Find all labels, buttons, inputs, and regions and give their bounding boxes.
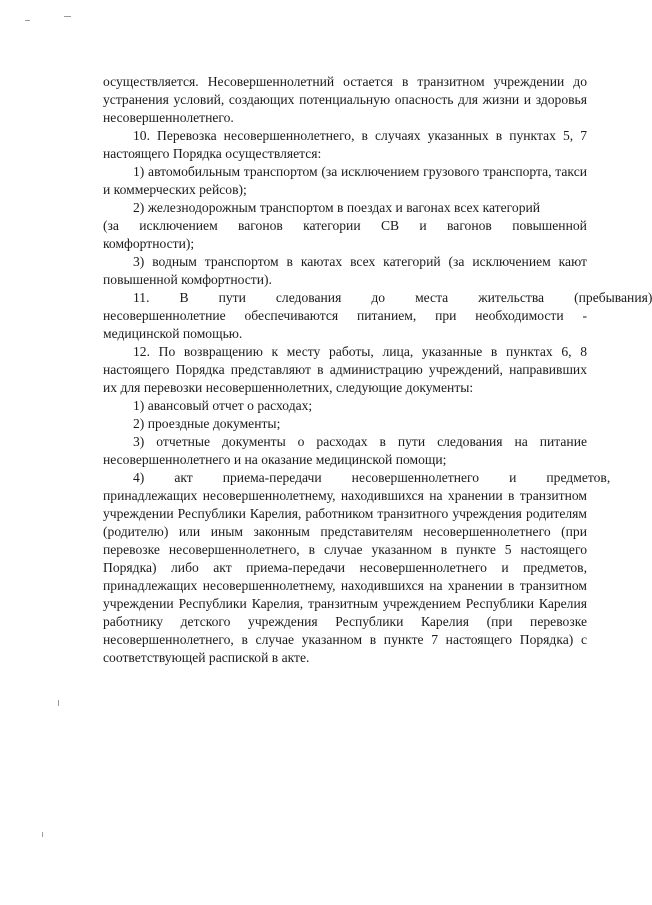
word: (за <box>103 218 119 233</box>
document-text <box>103 73 652 667</box>
paragraph: несовершеннолетние обеспечиваются питанием, при необходимости - медицинской помощью. <box>103 308 587 341</box>
paragraph <box>103 469 611 487</box>
paragraph: 12. По возвращению к месту работы, лица, указанные в пунктах 6, 8 настоящего Порядка представляют в администрацию учреждений, направивших их для перевозки несовершеннолетних, следующие документы: <box>103 344 587 395</box>
word: акт <box>174 470 193 485</box>
word: следования <box>275 290 342 305</box>
word: до <box>371 290 386 305</box>
paragraph: 3) отчетные документы о расходах в пути следования на питание несовершеннолетнего и на оказание медицинской помощи; <box>103 434 587 467</box>
word: места <box>415 290 449 305</box>
paragraph: осуществляется. Несовершеннолетний остается в транзитном учреждении до устранения условий, создающих потенциальную опасность для жизни и здоровья несовершеннолетнего. <box>103 74 587 125</box>
paragraph <box>103 217 587 235</box>
word: категории <box>303 218 361 233</box>
paragraph: 3) водным транспортом в каютах всех категорий (за исключением кают повышенной комфортности). <box>103 254 587 287</box>
paragraph: комфортности); <box>103 236 195 251</box>
paragraph <box>103 289 652 307</box>
word: несовершеннолетнего <box>351 470 480 485</box>
scan-mark <box>25 20 30 21</box>
word: исключением <box>139 218 218 233</box>
word: 11. <box>133 290 150 305</box>
scan-mark <box>42 832 43 837</box>
scan-mark <box>58 700 59 706</box>
word: повышенной <box>512 218 587 233</box>
word: предметов, <box>546 470 611 485</box>
paragraph: 2) проездные документы; <box>133 416 281 431</box>
word: (пребывания) <box>574 290 652 305</box>
word: и <box>419 218 427 233</box>
word: и <box>509 470 517 485</box>
scan-mark <box>64 16 71 17</box>
paragraph: 10. Перевозка несовершеннолетнего, в случаях указанных в пунктах 5, 7 настоящего Порядка осуществляется: <box>103 128 587 161</box>
word: В <box>179 290 189 305</box>
paragraph: 1) авансовый отчет о расходах; <box>133 398 313 413</box>
paragraph: 2) железнодорожным транспортом в поездах и вагонах всех категорий <box>133 200 541 215</box>
word: вагонов <box>238 218 283 233</box>
paragraph: 1) автомобильным транспортом (за исключением грузового транспорта, такси и коммерческих рейсов); <box>103 164 587 197</box>
word: вагонов <box>447 218 492 233</box>
word: пути <box>218 290 246 305</box>
word: СВ <box>380 218 400 233</box>
word: 4) <box>133 470 145 485</box>
paragraph: принадлежащих несовершеннолетнему, находившихся на хранении в транзитном учреждении Республики Карелия, работником транзитного учреждения родителям (родителю) или иным законным представителям несовершеннолетнего (при перевозке несовершеннолетнего, в случае указанном в пункте 5 настоящего Порядка) либо акт приема-передачи несовершеннолетнего и предметов, принадлежащих несовершеннолетнему, находившихся на хранении в транзитном учреждении Республики Карелия, транзитным учреждением Республики Карелия работнику детского учреждения Республики Карелия (при перевозке несовершеннолетнего, в случае указанном в пункте 7 настоящего Порядка) с соответствующей распиской в акте. <box>103 488 587 665</box>
word: жительства <box>478 290 545 305</box>
word: приема-передачи <box>222 470 322 485</box>
